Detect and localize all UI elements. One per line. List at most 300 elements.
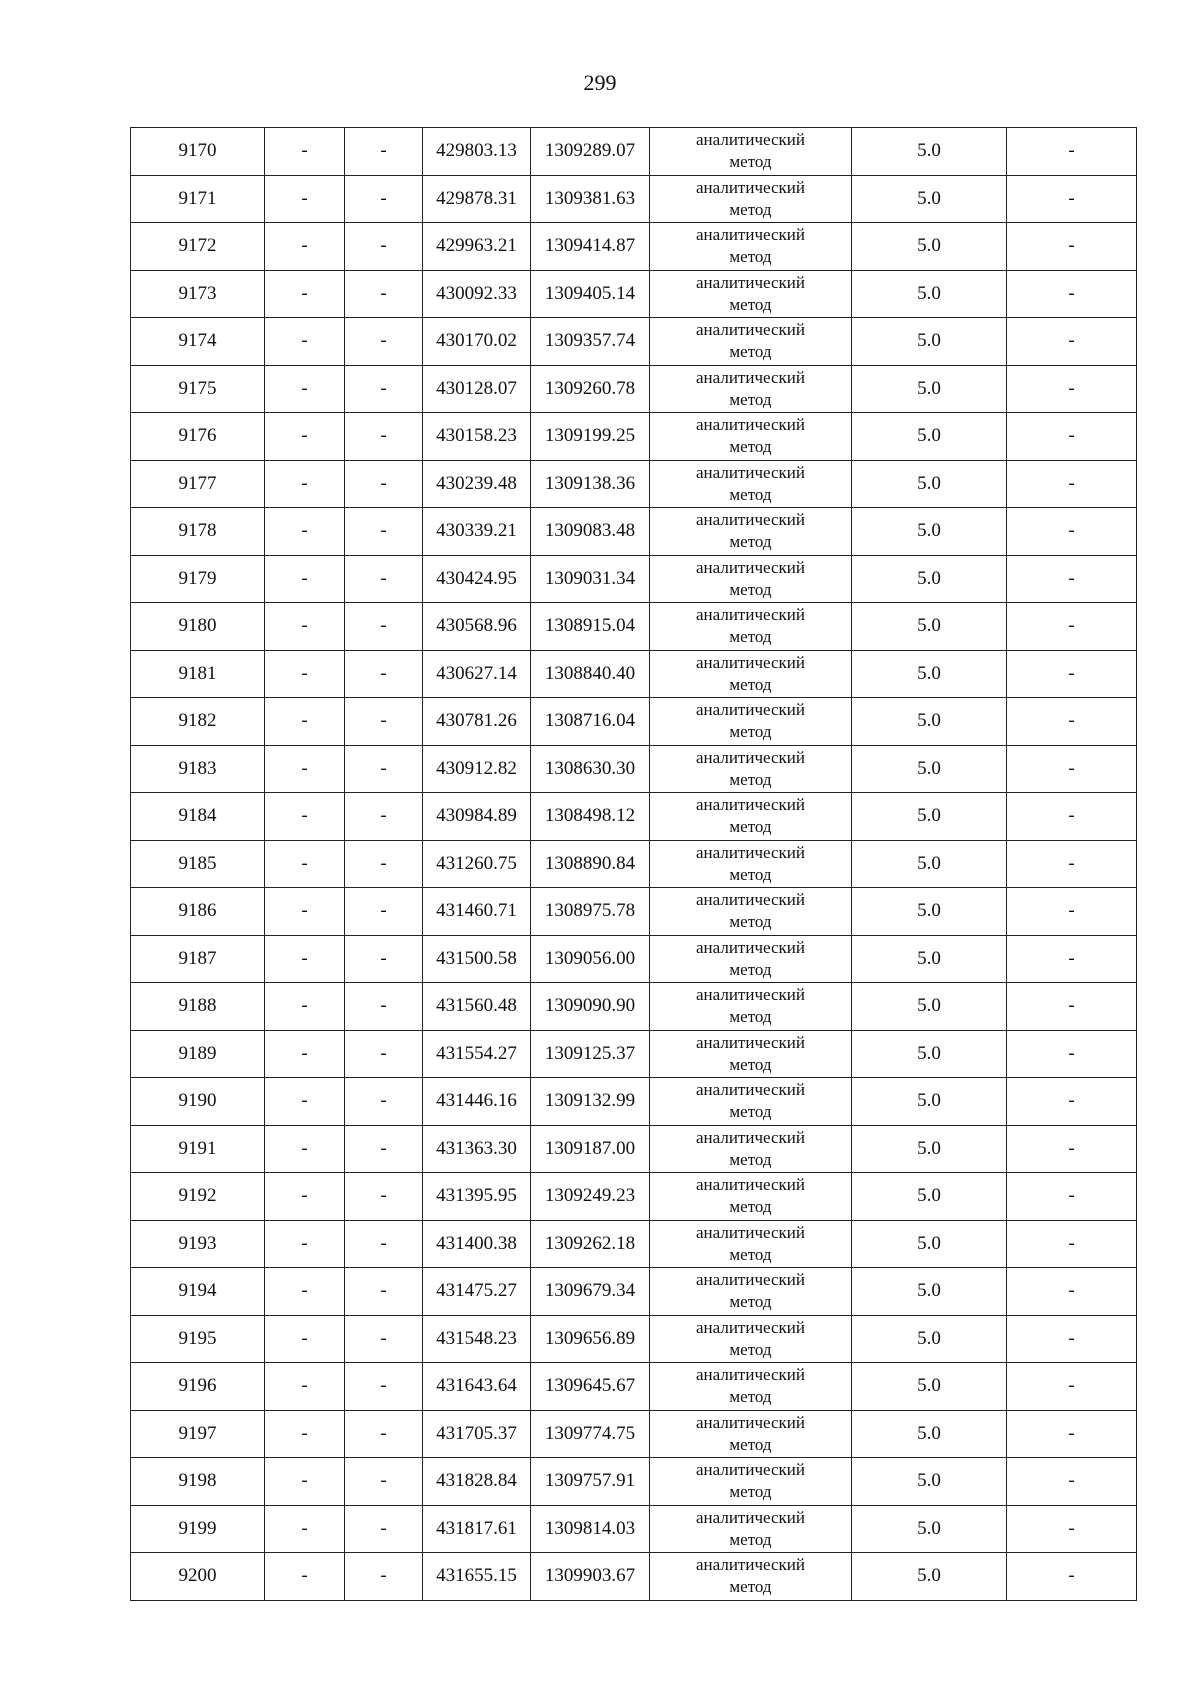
y-coordinate-cell: 1309381.63 xyxy=(531,175,650,223)
blank-cell-2: - xyxy=(345,1553,423,1601)
method-line-1: аналитический xyxy=(696,1460,805,1480)
table-row xyxy=(131,270,1137,318)
blank-cell-2: - xyxy=(345,1173,423,1221)
y-coordinate-cell: 1309199.25 xyxy=(531,413,650,461)
method-cell xyxy=(650,1030,852,1078)
method-line-2: метод xyxy=(729,1529,772,1549)
blank-cell-3: - xyxy=(1007,460,1137,508)
method-cell xyxy=(650,1363,852,1411)
accuracy-cell: 5.0 xyxy=(852,318,1007,366)
blank-cell-2: - xyxy=(345,1315,423,1363)
point-number-cell: 9189 xyxy=(131,1030,265,1078)
accuracy-cell: 5.0 xyxy=(852,698,1007,746)
method-line-2: метод xyxy=(729,912,772,932)
method-line-2: метод xyxy=(729,1339,772,1359)
y-coordinate-cell: 1309414.87 xyxy=(531,223,650,271)
method-line-1: аналитический xyxy=(696,1412,805,1432)
method-cell xyxy=(650,1458,852,1506)
x-coordinate-cell: 431363.30 xyxy=(423,1125,531,1173)
x-coordinate-cell: 430627.14 xyxy=(423,650,531,698)
table-row xyxy=(131,1315,1137,1363)
method-line-1: аналитический xyxy=(696,1555,805,1575)
y-coordinate-cell: 1309645.67 xyxy=(531,1363,650,1411)
x-coordinate-cell: 430092.33 xyxy=(423,270,531,318)
blank-cell-1: - xyxy=(265,270,345,318)
blank-cell-2: - xyxy=(345,460,423,508)
method-line-1: аналитический xyxy=(696,795,805,815)
method-line-1: аналитический xyxy=(696,1365,805,1385)
accuracy-cell: 5.0 xyxy=(852,603,1007,651)
method-line-1: аналитический xyxy=(696,177,805,197)
method-cell xyxy=(650,365,852,413)
y-coordinate-cell: 1309090.90 xyxy=(531,983,650,1031)
method-line-1: аналитический xyxy=(696,367,805,387)
table-row xyxy=(131,460,1137,508)
x-coordinate-cell: 431548.23 xyxy=(423,1315,531,1363)
blank-cell-3: - xyxy=(1007,1173,1137,1221)
blank-cell-3: - xyxy=(1007,888,1137,936)
x-coordinate-cell: 431554.27 xyxy=(423,1030,531,1078)
blank-cell-1: - xyxy=(265,888,345,936)
accuracy-cell: 5.0 xyxy=(852,1078,1007,1126)
x-coordinate-cell: 431500.58 xyxy=(423,935,531,983)
method-line-2: метод xyxy=(729,959,772,979)
blank-cell-1: - xyxy=(265,1410,345,1458)
blank-cell-1: - xyxy=(265,555,345,603)
point-number-cell: 9194 xyxy=(131,1268,265,1316)
blank-cell-3: - xyxy=(1007,1363,1137,1411)
accuracy-cell: 5.0 xyxy=(852,1505,1007,1553)
point-number-cell: 9200 xyxy=(131,1553,265,1601)
point-number-cell: 9184 xyxy=(131,793,265,841)
blank-cell-1: - xyxy=(265,1553,345,1601)
y-coordinate-cell: 1308840.40 xyxy=(531,650,650,698)
blank-cell-1: - xyxy=(265,935,345,983)
blank-cell-2: - xyxy=(345,1125,423,1173)
method-line-2: метод xyxy=(729,579,772,599)
y-coordinate-cell: 1309679.34 xyxy=(531,1268,650,1316)
y-coordinate-cell: 1309125.37 xyxy=(531,1030,650,1078)
y-coordinate-cell: 1308915.04 xyxy=(531,603,650,651)
table-row xyxy=(131,793,1137,841)
point-number-cell: 9177 xyxy=(131,460,265,508)
table-row xyxy=(131,698,1137,746)
x-coordinate-cell: 430158.23 xyxy=(423,413,531,461)
x-coordinate-cell: 430239.48 xyxy=(423,460,531,508)
blank-cell-1: - xyxy=(265,650,345,698)
blank-cell-2: - xyxy=(345,413,423,461)
method-line-2: метод xyxy=(729,1149,772,1169)
method-line-1: аналитический xyxy=(696,700,805,720)
method-cell xyxy=(650,1553,852,1601)
method-line-1: аналитический xyxy=(696,1032,805,1052)
method-line-2: метод xyxy=(729,817,772,837)
blank-cell-1: - xyxy=(265,1078,345,1126)
point-number-cell: 9171 xyxy=(131,175,265,223)
blank-cell-3: - xyxy=(1007,365,1137,413)
point-number-cell: 9175 xyxy=(131,365,265,413)
blank-cell-1: - xyxy=(265,175,345,223)
blank-cell-1: - xyxy=(265,1030,345,1078)
method-line-2: метод xyxy=(729,294,772,314)
method-cell xyxy=(650,1125,852,1173)
y-coordinate-cell: 1308498.12 xyxy=(531,793,650,841)
point-number-cell: 9198 xyxy=(131,1458,265,1506)
point-number-cell: 9187 xyxy=(131,935,265,983)
blank-cell-3: - xyxy=(1007,1315,1137,1363)
page-number: 299 xyxy=(583,70,617,95)
table-row xyxy=(131,888,1137,936)
method-cell xyxy=(650,223,852,271)
blank-cell-3: - xyxy=(1007,128,1137,176)
table-row xyxy=(131,1268,1137,1316)
x-coordinate-cell: 431460.71 xyxy=(423,888,531,936)
x-coordinate-cell: 430424.95 xyxy=(423,555,531,603)
accuracy-cell: 5.0 xyxy=(852,128,1007,176)
table-row xyxy=(131,603,1137,651)
accuracy-cell: 5.0 xyxy=(852,1315,1007,1363)
method-line-1: аналитический xyxy=(696,747,805,767)
blank-cell-1: - xyxy=(265,223,345,271)
method-line-2: метод xyxy=(729,1007,772,1027)
blank-cell-1: - xyxy=(265,1315,345,1363)
blank-cell-2: - xyxy=(345,365,423,413)
point-number-cell: 9181 xyxy=(131,650,265,698)
blank-cell-2: - xyxy=(345,555,423,603)
blank-cell-2: - xyxy=(345,650,423,698)
point-number-cell: 9172 xyxy=(131,223,265,271)
method-cell xyxy=(650,840,852,888)
point-number-cell: 9199 xyxy=(131,1505,265,1553)
y-coordinate-cell: 1309132.99 xyxy=(531,1078,650,1126)
accuracy-cell: 5.0 xyxy=(852,650,1007,698)
method-cell xyxy=(650,603,852,651)
y-coordinate-cell: 1309138.36 xyxy=(531,460,650,508)
method-line-1: аналитический xyxy=(696,937,805,957)
blank-cell-1: - xyxy=(265,1505,345,1553)
method-cell xyxy=(650,270,852,318)
method-line-1: аналитический xyxy=(696,1175,805,1195)
table-row xyxy=(131,650,1137,698)
accuracy-cell: 5.0 xyxy=(852,1410,1007,1458)
blank-cell-1: - xyxy=(265,318,345,366)
blank-cell-3: - xyxy=(1007,840,1137,888)
blank-cell-2: - xyxy=(345,1268,423,1316)
point-number-cell: 9196 xyxy=(131,1363,265,1411)
blank-cell-3: - xyxy=(1007,603,1137,651)
point-number-cell: 9182 xyxy=(131,698,265,746)
blank-cell-2: - xyxy=(345,128,423,176)
table-row xyxy=(131,1505,1137,1553)
x-coordinate-cell: 431705.37 xyxy=(423,1410,531,1458)
method-cell xyxy=(650,175,852,223)
blank-cell-1: - xyxy=(265,128,345,176)
point-number-cell: 9185 xyxy=(131,840,265,888)
blank-cell-3: - xyxy=(1007,983,1137,1031)
method-cell xyxy=(650,1078,852,1126)
method-line-2: метод xyxy=(729,532,772,552)
blank-cell-1: - xyxy=(265,1173,345,1221)
method-line-1: аналитический xyxy=(696,1507,805,1527)
method-cell xyxy=(650,1220,852,1268)
y-coordinate-cell: 1309083.48 xyxy=(531,508,650,556)
x-coordinate-cell: 431817.61 xyxy=(423,1505,531,1553)
blank-cell-2: - xyxy=(345,698,423,746)
table-row xyxy=(131,1410,1137,1458)
method-line-1: аналитический xyxy=(696,652,805,672)
table-row xyxy=(131,935,1137,983)
blank-cell-3: - xyxy=(1007,175,1137,223)
accuracy-cell: 5.0 xyxy=(852,745,1007,793)
x-coordinate-cell: 430568.96 xyxy=(423,603,531,651)
method-cell xyxy=(650,128,852,176)
method-line-2: метод xyxy=(729,627,772,647)
point-number-cell: 9174 xyxy=(131,318,265,366)
accuracy-cell: 5.0 xyxy=(852,1220,1007,1268)
method-line-2: метод xyxy=(729,342,772,362)
method-line-2: метод xyxy=(729,769,772,789)
y-coordinate-cell: 1309903.67 xyxy=(531,1553,650,1601)
method-line-2: метод xyxy=(729,1387,772,1407)
blank-cell-3: - xyxy=(1007,1553,1137,1601)
method-cell xyxy=(650,508,852,556)
blank-cell-2: - xyxy=(345,1410,423,1458)
blank-cell-1: - xyxy=(265,1363,345,1411)
x-coordinate-cell: 431828.84 xyxy=(423,1458,531,1506)
accuracy-cell: 5.0 xyxy=(852,1125,1007,1173)
point-number-cell: 9192 xyxy=(131,1173,265,1221)
point-number-cell: 9178 xyxy=(131,508,265,556)
x-coordinate-cell: 430984.89 xyxy=(423,793,531,841)
x-coordinate-cell: 431475.27 xyxy=(423,1268,531,1316)
table-row xyxy=(131,745,1137,793)
table-row xyxy=(131,1458,1137,1506)
method-line-2: метод xyxy=(729,437,772,457)
table-row xyxy=(131,1030,1137,1078)
y-coordinate-cell: 1308890.84 xyxy=(531,840,650,888)
y-coordinate-cell: 1308630.30 xyxy=(531,745,650,793)
y-coordinate-cell: 1309187.00 xyxy=(531,1125,650,1173)
method-cell xyxy=(650,1268,852,1316)
method-cell xyxy=(650,460,852,508)
point-number-cell: 9183 xyxy=(131,745,265,793)
method-cell xyxy=(650,888,852,936)
table-row xyxy=(131,1078,1137,1126)
blank-cell-3: - xyxy=(1007,413,1137,461)
method-line-2: метод xyxy=(729,484,772,504)
accuracy-cell: 5.0 xyxy=(852,888,1007,936)
accuracy-cell: 5.0 xyxy=(852,175,1007,223)
method-cell xyxy=(650,1315,852,1363)
table-row xyxy=(131,1553,1137,1601)
table-row xyxy=(131,983,1137,1031)
point-number-cell: 9190 xyxy=(131,1078,265,1126)
method-line-1: аналитический xyxy=(696,890,805,910)
table-row xyxy=(131,128,1137,176)
blank-cell-1: - xyxy=(265,460,345,508)
table-row xyxy=(131,1173,1137,1221)
table-row xyxy=(131,318,1137,366)
blank-cell-2: - xyxy=(345,318,423,366)
accuracy-cell: 5.0 xyxy=(852,555,1007,603)
method-cell xyxy=(650,413,852,461)
y-coordinate-cell: 1308975.78 xyxy=(531,888,650,936)
method-line-1: аналитический xyxy=(696,510,805,530)
blank-cell-2: - xyxy=(345,223,423,271)
blank-cell-2: - xyxy=(345,1458,423,1506)
x-coordinate-cell: 429878.31 xyxy=(423,175,531,223)
accuracy-cell: 5.0 xyxy=(852,1553,1007,1601)
blank-cell-2: - xyxy=(345,508,423,556)
blank-cell-2: - xyxy=(345,603,423,651)
method-line-2: метод xyxy=(729,1102,772,1122)
blank-cell-1: - xyxy=(265,698,345,746)
method-cell xyxy=(650,1173,852,1221)
blank-cell-1: - xyxy=(265,1220,345,1268)
point-number-cell: 9197 xyxy=(131,1410,265,1458)
blank-cell-1: - xyxy=(265,1458,345,1506)
accuracy-cell: 5.0 xyxy=(852,983,1007,1031)
blank-cell-3: - xyxy=(1007,318,1137,366)
method-line-2: метод xyxy=(729,722,772,742)
method-line-2: метод xyxy=(729,1434,772,1454)
accuracy-cell: 5.0 xyxy=(852,1268,1007,1316)
method-line-1: аналитический xyxy=(696,320,805,340)
blank-cell-2: - xyxy=(345,1363,423,1411)
y-coordinate-cell: 1309357.74 xyxy=(531,318,650,366)
blank-cell-2: - xyxy=(345,793,423,841)
point-number-cell: 9173 xyxy=(131,270,265,318)
blank-cell-3: - xyxy=(1007,555,1137,603)
blank-cell-1: - xyxy=(265,1268,345,1316)
method-line-2: метод xyxy=(729,247,772,267)
blank-cell-3: - xyxy=(1007,793,1137,841)
blank-cell-2: - xyxy=(345,270,423,318)
method-line-1: аналитический xyxy=(696,272,805,292)
method-cell xyxy=(650,1505,852,1553)
x-coordinate-cell: 430781.26 xyxy=(423,698,531,746)
coordinates-table xyxy=(130,127,1137,1601)
x-coordinate-cell: 430170.02 xyxy=(423,318,531,366)
method-cell xyxy=(650,793,852,841)
blank-cell-2: - xyxy=(345,745,423,793)
blank-cell-2: - xyxy=(345,840,423,888)
method-line-1: аналитический xyxy=(696,462,805,482)
x-coordinate-cell: 429803.13 xyxy=(423,128,531,176)
accuracy-cell: 5.0 xyxy=(852,935,1007,983)
accuracy-cell: 5.0 xyxy=(852,1030,1007,1078)
accuracy-cell: 5.0 xyxy=(852,508,1007,556)
table-row xyxy=(131,1125,1137,1173)
blank-cell-3: - xyxy=(1007,1078,1137,1126)
x-coordinate-cell: 431643.64 xyxy=(423,1363,531,1411)
y-coordinate-cell: 1309405.14 xyxy=(531,270,650,318)
accuracy-cell: 5.0 xyxy=(852,840,1007,888)
blank-cell-3: - xyxy=(1007,270,1137,318)
accuracy-cell: 5.0 xyxy=(852,413,1007,461)
method-line-2: метод xyxy=(729,389,772,409)
x-coordinate-cell: 430912.82 xyxy=(423,745,531,793)
method-cell xyxy=(650,935,852,983)
point-number-cell: 9186 xyxy=(131,888,265,936)
x-coordinate-cell: 431446.16 xyxy=(423,1078,531,1126)
blank-cell-3: - xyxy=(1007,1505,1137,1553)
table-row xyxy=(131,840,1137,888)
accuracy-cell: 5.0 xyxy=(852,270,1007,318)
point-number-cell: 9170 xyxy=(131,128,265,176)
blank-cell-3: - xyxy=(1007,1410,1137,1458)
point-number-cell: 9193 xyxy=(131,1220,265,1268)
blank-cell-2: - xyxy=(345,1030,423,1078)
blank-cell-1: - xyxy=(265,1125,345,1173)
blank-cell-1: - xyxy=(265,413,345,461)
method-cell xyxy=(650,318,852,366)
blank-cell-2: - xyxy=(345,935,423,983)
y-coordinate-cell: 1309814.03 xyxy=(531,1505,650,1553)
method-line-2: метод xyxy=(729,1054,772,1074)
y-coordinate-cell: 1309249.23 xyxy=(531,1173,650,1221)
x-coordinate-cell: 431260.75 xyxy=(423,840,531,888)
blank-cell-1: - xyxy=(265,983,345,1031)
table-row xyxy=(131,508,1137,556)
method-line-2: метод xyxy=(729,1197,772,1217)
x-coordinate-cell: 430339.21 xyxy=(423,508,531,556)
method-line-1: аналитический xyxy=(696,842,805,862)
x-coordinate-cell: 431395.95 xyxy=(423,1173,531,1221)
method-cell xyxy=(650,745,852,793)
method-line-1: аналитический xyxy=(696,605,805,625)
y-coordinate-cell: 1309289.07 xyxy=(531,128,650,176)
accuracy-cell: 5.0 xyxy=(852,460,1007,508)
y-coordinate-cell: 1309262.18 xyxy=(531,1220,650,1268)
point-number-cell: 9188 xyxy=(131,983,265,1031)
method-cell xyxy=(650,555,852,603)
blank-cell-3: - xyxy=(1007,1458,1137,1506)
method-line-2: метод xyxy=(729,1292,772,1312)
point-number-cell: 9195 xyxy=(131,1315,265,1363)
x-coordinate-cell: 429963.21 xyxy=(423,223,531,271)
point-number-cell: 9176 xyxy=(131,413,265,461)
blank-cell-2: - xyxy=(345,983,423,1031)
accuracy-cell: 5.0 xyxy=(852,223,1007,271)
accuracy-cell: 5.0 xyxy=(852,1363,1007,1411)
method-cell xyxy=(650,650,852,698)
method-line-1: аналитический xyxy=(696,225,805,245)
x-coordinate-cell: 431560.48 xyxy=(423,983,531,1031)
blank-cell-2: - xyxy=(345,1220,423,1268)
table-row xyxy=(131,1220,1137,1268)
blank-cell-3: - xyxy=(1007,1220,1137,1268)
method-line-2: метод xyxy=(729,864,772,884)
method-line-1: аналитический xyxy=(696,1127,805,1147)
y-coordinate-cell: 1309260.78 xyxy=(531,365,650,413)
blank-cell-3: - xyxy=(1007,1268,1137,1316)
y-coordinate-cell: 1309757.91 xyxy=(531,1458,650,1506)
method-line-1: аналитический xyxy=(696,1080,805,1100)
accuracy-cell: 5.0 xyxy=(852,1173,1007,1221)
blank-cell-3: - xyxy=(1007,1125,1137,1173)
method-line-2: метод xyxy=(729,1482,772,1502)
table-row xyxy=(131,1363,1137,1411)
accuracy-cell: 5.0 xyxy=(852,365,1007,413)
blank-cell-1: - xyxy=(265,365,345,413)
blank-cell-2: - xyxy=(345,888,423,936)
table-row xyxy=(131,175,1137,223)
blank-cell-2: - xyxy=(345,1078,423,1126)
method-line-2: метод xyxy=(729,674,772,694)
method-cell xyxy=(650,1410,852,1458)
y-coordinate-cell: 1308716.04 xyxy=(531,698,650,746)
